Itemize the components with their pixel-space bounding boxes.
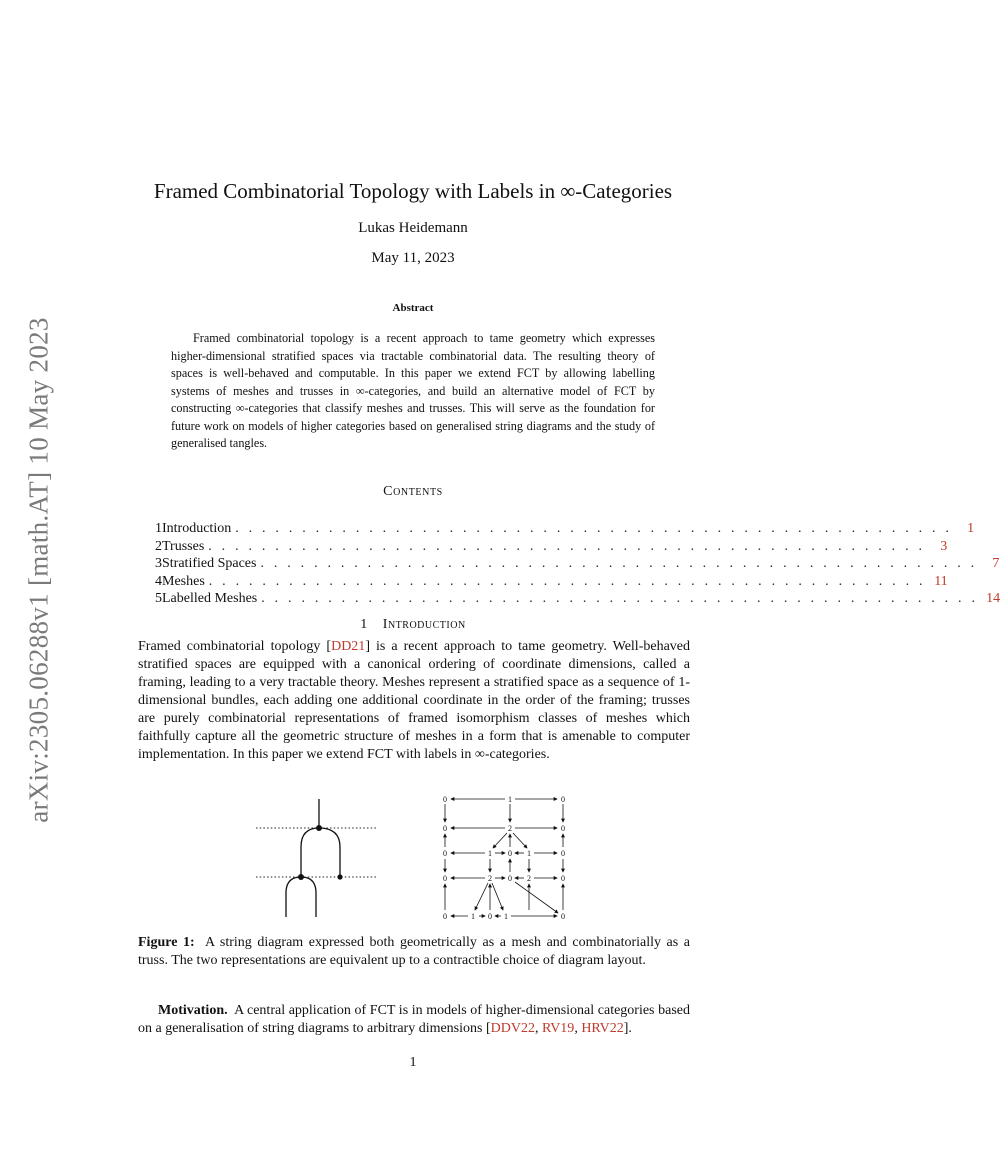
section-number: 1 <box>360 617 368 632</box>
citation-link[interactable]: HRV22 <box>581 1021 624 1036</box>
truss-node: 0 <box>488 912 492 921</box>
toc-leader: . . . . . . . . . . . . . . . . . . . . . . . . . . . . . . . . . . . . . . . . . . . . . . . . . . . . . . <box>208 538 926 554</box>
truss-node: 0 <box>561 874 565 883</box>
contents-heading: Contents <box>383 484 443 499</box>
truss-node: 2 <box>508 824 512 833</box>
toc-label[interactable]: Introduction <box>162 521 232 536</box>
page-number: 1 <box>409 1055 417 1070</box>
toc-entry[interactable] <box>155 538 948 557</box>
toc-page-link[interactable]: 3 <box>940 538 948 554</box>
truss-node: 0 <box>443 912 447 921</box>
motivation-heading: Motivation. <box>158 1003 228 1018</box>
toc-label[interactable]: Labelled Meshes <box>162 591 258 606</box>
toc-page-link[interactable]: 14 <box>986 591 1000 606</box>
motivation-end: ]. <box>623 1021 632 1036</box>
toc-page-link[interactable]: 11 <box>934 573 948 589</box>
figure-caption-text: A string diagram expressed both geometrically as a mesh and combinatorially as a truss. The two representations are equivalent up to a contractible choice of diagram layout. <box>138 935 690 968</box>
truss-node: 0 <box>561 795 565 804</box>
citation-separator: , <box>534 1021 542 1036</box>
intro-text-b: ] is a recent approach to tame geometry. Well-behaved stratified spaces are equipped with a canonical ordering of coordinate dimensions, called a framing, leading to a very tractable theory. Meshes represent a stratified space as a sequence of 1-dimensional bundles, each adding one additional coordinate in the order of the framing; trusses are purely combinatorial representations of framed isomorphism classes of meshes which faithfully capture all the geometric structure of meshes in a form that is amenable to computer implementation. In this paper we extend FCT with labels in ∞-categories. <box>138 639 691 762</box>
toc-label[interactable]: Meshes <box>162 573 205 589</box>
section-heading <box>0 617 826 633</box>
truss-node: 0 <box>443 795 447 804</box>
paper-date: May 11, 2023 <box>371 250 455 266</box>
truss-diagram-figure <box>435 790 575 922</box>
string-upper-fork <box>301 828 340 877</box>
truss-arrow <box>492 883 503 910</box>
vertex-right <box>337 874 342 879</box>
toc-leader: . . . . . . . . . . . . . . . . . . . . . . . . . . . . . . . . . . . . . . . . . . . . . . . . . . . . . . <box>260 556 978 571</box>
figure-caption <box>138 934 690 970</box>
citation-link[interactable]: DD21 <box>331 639 366 654</box>
arxiv-id-text: arXiv:2305.06288v1 [math.AT] 10 May 2023 <box>23 317 54 823</box>
truss-node: 0 <box>561 824 565 833</box>
toc-page-link[interactable]: 7 <box>992 556 1000 571</box>
motivation-text: A central application of FCT is in models of higher-dimensional categories based on a generalisation of string diagrams to arbitrary dimensions [ <box>138 1003 690 1036</box>
figure-label: Figure 1: <box>138 935 195 950</box>
arxiv-identifier <box>14 300 64 840</box>
toc-num: 3 <box>155 556 162 571</box>
truss-node: 1 <box>504 912 508 921</box>
truss-arrow <box>513 833 527 848</box>
truss-node: 0 <box>508 849 512 858</box>
table-of-contents <box>155 521 1000 609</box>
abstract-text: Framed combinatorial topology is a recent approach to tame geometry which expresses higher-dimensional stratified spaces via tractable combinatorial data. The resulting theory of spaces is well-behaved and computable. In this paper we extend FCT by allowing labelling systems of meshes and trusses in ∞-categories, and build an alternative model of FCT by constructing ∞-categories that classify meshes and trusses. This will serve as the foundation for future work on models of higher categories based on generalised string diagrams and the study of generalised tangles. <box>171 331 655 450</box>
truss-node: 2 <box>488 874 492 883</box>
toc-entry[interactable] <box>155 521 975 539</box>
section-title: Introduction <box>382 617 466 632</box>
truss-arrow <box>475 883 488 910</box>
string-diagram-figure <box>248 795 383 920</box>
citation-separator: , <box>574 1021 582 1036</box>
truss-arrow <box>515 882 558 913</box>
intro-text-a: Framed combinatorial topology [ <box>138 639 332 654</box>
truss-node: 1 <box>527 849 531 858</box>
truss-node: 1 <box>471 912 475 921</box>
toc-page-link[interactable]: 1 <box>967 521 975 536</box>
toc-num: 1 <box>155 521 162 536</box>
paper-title: Framed Combinatorial Topology with Labels in ∞-Categories <box>153 179 673 203</box>
vertex-top <box>316 825 322 831</box>
truss-node: 0 <box>561 912 565 921</box>
truss-node: 1 <box>508 795 512 804</box>
toc-label[interactable]: Stratified Spaces <box>162 556 257 571</box>
truss-node: 0 <box>561 849 565 858</box>
toc-num: 4 <box>155 573 162 589</box>
toc-leader: . . . . . . . . . . . . . . . . . . . . . . . . . . . . . . . . . . . . . . . . . . . . . . . . . . . . . . <box>235 521 953 536</box>
citation-link[interactable]: RV19 <box>541 1021 575 1036</box>
citation-link[interactable]: DDV22 <box>490 1021 535 1036</box>
truss-node: 0 <box>443 874 447 883</box>
author-name: Lukas Heidemann <box>358 220 468 236</box>
intro-paragraph <box>138 638 690 764</box>
toc-leader: . . . . . . . . . . . . . . . . . . . . . . . . . . . . . . . . . . . . . . . . . . . . . . . . . . . . . . <box>261 591 979 606</box>
vertex-left <box>298 874 304 880</box>
string-lower-fork <box>286 877 316 917</box>
toc-entry[interactable] <box>155 591 1000 609</box>
toc-entry[interactable] <box>155 556 1000 574</box>
truss-node: 0 <box>443 849 447 858</box>
truss-node: 1 <box>488 849 492 858</box>
truss-node: 0 <box>443 824 447 833</box>
motivation-paragraph <box>138 1002 690 1038</box>
toc-label[interactable]: Trusses <box>162 538 205 554</box>
truss-arrow <box>493 833 507 848</box>
truss-node: 0 <box>508 874 512 883</box>
abstract-heading: Abstract <box>392 302 434 314</box>
toc-num: 5 <box>155 591 162 606</box>
truss-node: 2 <box>527 874 531 883</box>
toc-leader: . . . . . . . . . . . . . . . . . . . . . . . . . . . . . . . . . . . . . . . . . . . . . . . . . . . . . . <box>208 573 926 589</box>
toc-num: 2 <box>155 538 162 554</box>
toc-entry[interactable] <box>155 573 948 592</box>
